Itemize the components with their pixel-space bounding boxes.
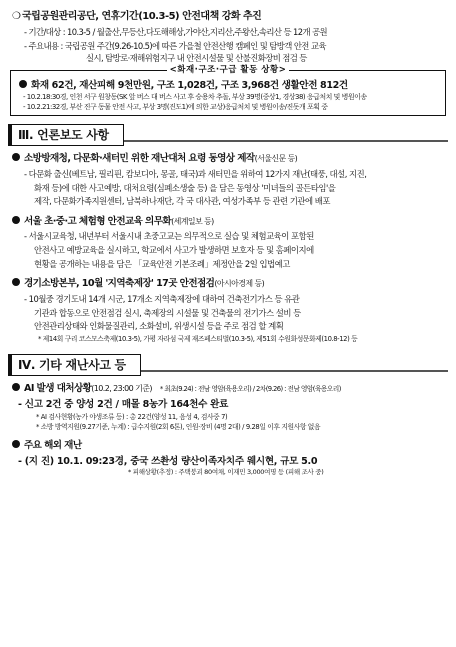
press-item-title: 서울 초·중·고 체험형 안전교육 의무화 bbox=[24, 215, 172, 227]
press-item-body: - 서울시교육청, 내년부터 서울시내 초중고교는 의무적으로 실습 및 체험교육이 포함된 안전사고 예방교육을 실시하고, 학교에서 사고가 발생하면 보호자 등 및 홈페이지에 현황을 공개하는 내용을 담은 「교육안전 기본조례」제정안을 2일 입법예고 bbox=[24, 231, 314, 269]
ai-time: (10.2, 23:00 기준) bbox=[91, 384, 152, 394]
press-source: (서울신문 등) bbox=[254, 154, 298, 164]
section-title: Ⅲ. 언론보도 사항 bbox=[8, 124, 124, 146]
section-header-other bbox=[8, 354, 448, 376]
press-item-title: 경기소방본부, 10월 '지역축제장' 17곳 안전점검 bbox=[24, 278, 215, 290]
box-title: <화재·구조·구급 활동 상황> bbox=[167, 65, 290, 75]
ai-detail: * AI 검사현황(농가 야생조류 등) : 총 22건(양성 11, 음성 4, 검사중 7) bbox=[36, 412, 228, 421]
press-item bbox=[8, 277, 448, 344]
press-item-title: 소방방재청, 다문화·새터민 위한 재난대처 요령 동영상 제작 bbox=[24, 153, 255, 165]
ai-title: AI 발생 대처상황 bbox=[24, 383, 92, 395]
ai-detail: * 소방 방역지원(9.27기준, 누계) : 급수지원(2회 6톤), 인원·장비 (4명 2대) / 9.28일 이후 지원사항 없음 bbox=[36, 423, 321, 432]
ai-item bbox=[8, 382, 448, 433]
incident-line: - 10.2.18:30경, 인천 서구 원창동(SK 앞 버스 대 버스 사고 후 승용차 추돌, 부상 39명(중상1, 경상38) 응급처치 및 병원이송 bbox=[23, 92, 367, 101]
filled-circle-bullet-icon bbox=[12, 278, 20, 286]
filled-circle-bullet-icon bbox=[19, 80, 27, 88]
activity-summary-box bbox=[10, 64, 446, 116]
activity-stats: 화재 62건, 재산피해 9천만원, 구조 1,028건, 구조 3,968건 생활안전 812건 bbox=[19, 79, 439, 93]
filled-circle-bullet-icon bbox=[12, 216, 20, 224]
ai-note: * 최초(9.24) : 전남 영암(육용오리) / 2차(9.26) : 전남 영암(육용오리) bbox=[159, 385, 341, 394]
period-line: - 기간/대상 : 10.3-5 / 월출산,무등산,다도해해상,가야산,지리산,주왕산,속리산 등 12개 공원 bbox=[24, 27, 328, 38]
press-item-body: - 다문화 출신(베트남, 필리핀, 캄보디아, 몽골, 태국)과 새터민을 위하여 12가지 재난(태풍, 대설, 지진, 화재 등)에 대한 사고예방, 대처요령(심폐소생술 등) 을 담은 동영상 '미녀들의 골든타임'을 제작, 다문화가족지원센터, 남북하나재단, 각 국 대사관, 여성가족부 등 관련 기관에 배포 bbox=[24, 169, 367, 207]
press-item-body: - 10월중 경기도내 14개 시군, 17개소 지역축제장에 대하여 건축전기가스 등 유관 기관과 합동으로 안전점검 실시, 축제장의 시설물 및 건축물의 전기가스 설비 등 안전관리상태와 인화물질관리, 소화설비, 위생시설 등을 주로 점검 할 계획 bbox=[24, 293, 301, 332]
section-header-press bbox=[8, 124, 448, 146]
overseas-footnote: * 피해상황(추정) : 주택붕괴 80여채, 이재민 3,000여명 등 (피해 조사 중) bbox=[128, 468, 324, 477]
press-item bbox=[8, 152, 448, 208]
filled-circle-bullet-icon bbox=[12, 153, 20, 161]
incident-line: - 10.2.21:32경, 부산 진구 동물 안전 사고, 부상 3명(진도1)에 의한 교상)응급처치 및 병원이송/진돗개 포획 중 bbox=[23, 102, 328, 111]
overseas-title: 주요 해외 재난 bbox=[24, 439, 82, 451]
section-rule bbox=[141, 354, 448, 372]
section-title: Ⅳ. 기타 재난사고 등 bbox=[8, 354, 141, 376]
section-rule bbox=[124, 124, 448, 142]
content-continuation: 실시, 탐방로·재해위험지구 내 안전시설물 및 산불진화장비 점검 등 bbox=[86, 53, 307, 64]
press-footnote: * 제14회 구리 코스모스축제(10.3-5), 가평 자라섬 국제 재즈페스티벌(10.3-5), 제51회 수원화성문화제(10.8-12) 등 bbox=[38, 334, 358, 343]
press-source: (세계일보 등) bbox=[171, 216, 214, 226]
filled-circle-bullet-icon bbox=[12, 383, 20, 391]
press-source: (아시아경제 등) bbox=[214, 279, 265, 289]
press-item bbox=[8, 215, 448, 271]
hollow-circle-bullet-icon: ❍ bbox=[12, 11, 21, 22]
headline-text: 국립공원관리공단, 연휴기간(10.3-5) 안전대책 강화 추진 bbox=[22, 11, 262, 22]
overseas-summary: - (지 진) 10.1. 09:23경, 중국 쓰촨성 량산이족자치주 웨시현, 규모 5.0 bbox=[18, 455, 318, 467]
content-line: - 주요내용 : 국립공원 주간(9.26-10.5)에 따른 가을철 안전산행 캠페인 및 탐방객 안전 교육 bbox=[24, 41, 326, 52]
overseas-item bbox=[8, 439, 448, 477]
filled-circle-bullet-icon bbox=[12, 440, 20, 448]
headline-national-park bbox=[8, 10, 448, 24]
ai-summary: - 신고 2건 중 양성 2건 / 매몰 8농가 164천수 완료 bbox=[18, 399, 229, 410]
